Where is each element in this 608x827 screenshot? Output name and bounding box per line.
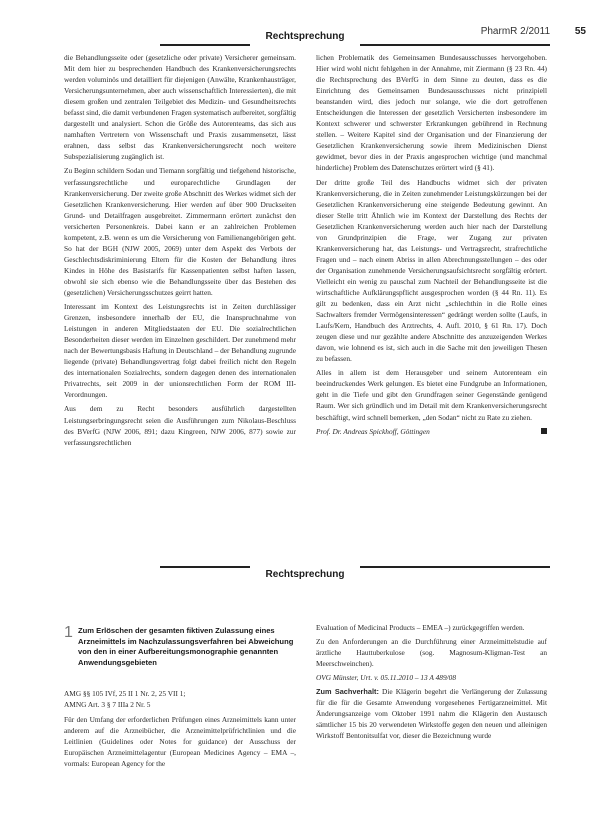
case-citation: OVG Münster, Urt. v. 05.11.2010 – 13 A 489/08 xyxy=(316,673,457,683)
header-rule-right xyxy=(360,44,550,46)
review-paragraph: Interessant im Kontext des Leistungsrechts ist in Zeiten durchlässiger Grenzen, insbesondere innerhalb der EU, die Inanspruchnahme von Leistungen in anderen Mitgliedstaaten der EU. Die sozialrechtlichen Besonderheiten dieser werden im Einzelnen geschildert. Der zunehmend mehr nach der Bewertungsbasis Haftung in Deutschland – der Behandlung zugrunde liegende (private) Behandlungsvertrag folgt dabei freilich nicht den Regeln des internationalen Sozialrechts, sondern dagegen denen des internationalen Privatrechts, seit 2009 in der unionsrechtlichen Form der ROM III-Verordnungen. xyxy=(64,302,296,400)
case-paragraph: Für den Umfang der erforderlichen Prüfungen eines Arzneimittels kann unter anderem auf die Arzneibücher, die Arzneimittelprüfrichtlinien und die Leitlinien (Guidelines oder Notes for guidance) der Ausschuss der Europäischen Arzneimittelagentur (European Medicines Agency – EMA –, vormals: European Agency for the xyxy=(64,715,296,769)
case-number: 1 xyxy=(64,624,73,641)
page-header xyxy=(0,0,608,46)
norm-line: AMG §§ 105 IVf, 25 II 1 Nr. 2, 25 VII 1; xyxy=(64,689,186,698)
review-paragraph: lichen Problematik des Gemeinsamen Bundesausschusses hervorgehoben. Hier wird wohl nicht fehlgehen in der Annahme, mit Ziermann (§ 23 Rn. 44) die Rechtsprechung des BVerfG in dem Sinne zu deuten, dass es die Einrichtung des Gemeinsamen Bundesausschusses nicht prinzipiell beanstanden wird, dies jedoch nur solange, wie die dort getroffenen Entscheidungen die Interessen der gesetzlich Versicherten insbesondere im Kontext schwerer und schwerster Erkrankungen gebührend in Rechnung stellen. – Weitere Kapitel sind der Organisation und der Finanzierung der Gesetzlichen Krankenversicherung sowie ihrem Medizinischen Dienst gewidmet, bevor dies in der Praxis angesprochen wichtige (und manchmal hinderliche) Problem des Datenschutzes erörtert wird (§ 41). xyxy=(316,53,547,173)
facts-text: Die Klägerin begehrt die Verlängerung der Zulassung für die für die Gesamte Anwendung vorgesehenes Fertigarzneimittel. Mit Änderungsanzeige vom Oktober 1991 nahm die Klägerin den Austausch sämtlicher 15 bis 20 verwendeten Wirkstoffe gegen den neuen und alleinigen Wirkstoff Bentonitsulfat vor, dieser die Bezeichnung wurde xyxy=(316,687,547,741)
section2-heading: Rechtsprechung xyxy=(265,569,345,580)
case-right-column xyxy=(316,622,547,744)
section-rule-right xyxy=(360,566,550,568)
review-right-column xyxy=(316,52,547,440)
header-rule-left xyxy=(160,44,250,46)
section-rule-left xyxy=(160,566,250,568)
review-paragraph: Zu Beginn schildern Sodan und Tiemann sorgfältig und tiefgehend historische, verfassungsrechtliche und europarechtliche Grundlagen der Krankenversicherung. Der zweite große Abschnitt des Werkes widmet sich der Gesetzlichen Krankenversicherung. Hier werden auf über 900 Druckseiten Grund- und Detailfragen ausgebreitet. Zimmermann erörtert zunächst den versicherten Personenkreis. Dabei kann er an zahlreichen Problemen kompetent, z.B. wenn es um die Versicherung von Familienangehörigen geht. So hat der BGH (NJW 2005, 2069) unter dem Aspekt des Verbots der Geschlechtsdiskriminierung Eltern für die Kosten der Behandlung ihres Kindes in Höhe des Basistarifs für Kassenpatienten selbst haften lassen, obwohl sie sich ebenso wie die Behandlungsseite über das Bestehen des (gesetzlichen) Versicherungsschutzes geirrt hatten. xyxy=(64,166,296,297)
review-signature-line xyxy=(316,426,547,437)
case-left-column xyxy=(64,688,296,772)
review-paragraph: Der dritte große Teil des Handbuchs widmet sich der privaten Krankenversicherung, die in Zeiten zunehmender Leistungskürzungen bei der Gesetzlichen Krankenversicherung eine steigende Bedeutung gewinnt. An dieser Stelle tritt Ähnlich wie im Kontext der Darstellung des Rechts der Gesetzlichen Krankenversicherung werden auch hier nach der Darstellung von Grundprinzipien die Frage, wer Zugang zur privaten Krankenversicherung hat, das Leistungs- und Vertragsrecht, strafrechtliche Fragen und – nach einem Abriss in allen Abrechnungsstellungen – des oder der Organisation zunehmende Versicherungsaufsichtsrecht sorgfältig erörtert. Vielleicht ein wenig zu pauschal zum Nachteil der Behandlungsseite ist die wirtschaftliche Aufklärungspflicht ausgesprochen worden (§ 44 Rn. 11). Es gilt zu bedenken, dass ein Arzt nicht „schlechthin in die Rolle eines Sachwalters fremder Vermögensinteressen“ gedrängt werden sollte (Laufs, in Laufs/Kern, Handbuch des Arztrechts, 4. Aufl. 2010, § 61 Rn. 17). Doch zeugen diese und nur gezählte andere Abschnitte des anzuzeigenden Werkes davon, wie lohnend es ist, sich auch in die Sache mit den jeweiligen Thesen zu befassen. xyxy=(316,177,547,364)
review-paragraph: Aus dem zu Recht besonders ausführlich dargestellten Leistungserbringungsrecht seien die Ausführungen zum Nikolaus-Beschluss des BVerfG (NJW 2006, 891; dazu Kingreen, NJW 2006, 877) sowie zur verfassungsrechtlichen xyxy=(64,404,296,447)
case-facts-paragraph xyxy=(316,686,547,741)
journal-name: PharmR 2/2011 xyxy=(480,26,550,37)
section-heading: Rechtsprechung xyxy=(265,31,345,42)
case-paragraph: Evaluation of Medicinal Products – EMEA –) zurückgegriffen werden. xyxy=(316,623,525,632)
case-title: Zum Erlöschen der gesamten fiktiven Zulassung eines Arzneimittels im Nachzulassungsverfahren bei Abweichung von den in einer Aufbereitungsmonographie genannten Anwendungsgebieten xyxy=(78,626,294,667)
case-paragraph: Zu den Anforderungen an die Durchführung einer Arzneimittelstudie auf ärztliche Hauttuberkulose (sog. Magnosum-Kligman-Test an Meerschweinchen). xyxy=(316,637,547,669)
facts-lead-label: Zum Sachverhalt: xyxy=(316,687,379,697)
page-number: 55 xyxy=(574,26,586,37)
review-signature: Prof. Dr. Andreas Spickhoff, Göttingen xyxy=(316,426,430,436)
norm-line: AMNG Art. 3 § 7 IIIa 2 Nr. 5 xyxy=(64,700,151,710)
review-paragraph: die Behandlungsseite oder (gesetzliche oder private) Versicherer gemeinsam. Mit dem hier zu besprechenden Handbuch des Krankenversicherungsrechts werden voluminös und detailliert für diejenigen (Anwälte, Krankenhausträger, Versicherungsunternehmen, aber auch wissenschaftlich Interessierten), die mit diesem großen und zentralen Teilgebiet des Medizin- und Gesundheitsrechts befasst sind, die damit verbundenen Fragen systematisch aufbereitet, sorgfältig dargestellt und analysiert. Schon die Größe des Autorenteams, das sich aus namhaften Vertretern von Wissenschaft und Praxis zusammensetzt, lässt erahnen, dass selbst das Krankenversicherungsrecht noch weitere Subspezialisierung zugänglich ist. xyxy=(64,53,296,162)
review-left-column xyxy=(64,52,296,451)
review-paragraph: Alles in allem ist dem Herausgeber und seinem Autorenteam ein beeindruckendes Werk gelungen. Es bietet eine Fundgrube an Informationen, geht in die Tiefe und gibt den Grundfragen seiner Gegenstände genügend Raum. Wer sich gründlich und im Detail mit dem Krankenversicherungsrecht beschäftigt, wird schnell bemerken, „den Sodan“ nicht zu Rate zu ziehen. xyxy=(316,368,547,422)
end-mark-icon xyxy=(541,428,547,434)
